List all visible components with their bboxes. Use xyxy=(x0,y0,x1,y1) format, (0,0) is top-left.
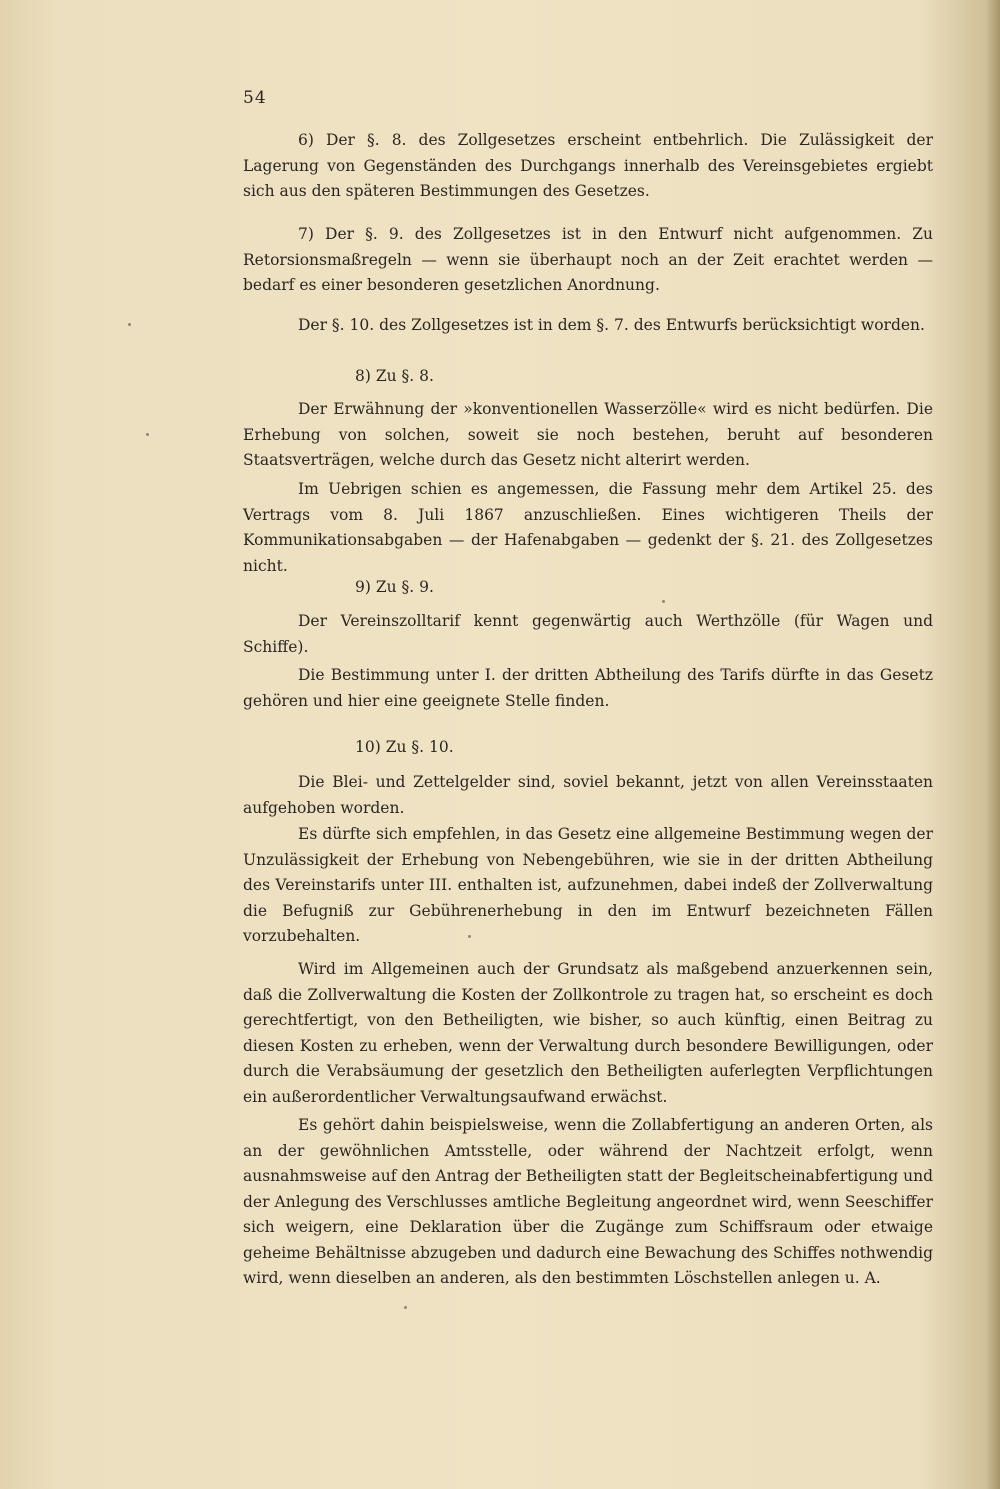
heading-10: 10) Zu §. 10. xyxy=(355,738,454,756)
heading-8: 8) Zu §. 8. xyxy=(355,367,434,385)
paragraph-9a: Der Vereinszolltarif kennt gegenwärtig auch Werthzölle (für Wagen und Schiffe). xyxy=(243,612,933,656)
paper-speck xyxy=(146,433,149,436)
paper-speck xyxy=(662,600,665,603)
paper-speck xyxy=(128,323,131,326)
paragraph-10a: Die Blei- und Zettelgelder sind, soviel bekannt, jetzt von allen Vereinsstaaten aufgehoben worden. xyxy=(243,773,933,817)
paragraph-9b: Die Bestimmung unter I. der dritten Abtheilung des Tarifs dürfte in das Gesetz gehören und hier eine geeignete Stelle finden. xyxy=(243,666,933,710)
page-edge-shadow xyxy=(986,0,1000,1489)
paragraph-8a: Der Erwähnung der »konventionellen Wasserzölle« wird es nicht bedürfen. Die Erhebung von solchen, soweit sie noch bestehen, beruht auf besonderen Staatsverträgen, welche durch das Gesetz nicht alterirt werden. xyxy=(243,400,933,469)
paragraph-8b: Im Uebrigen schien es angemessen, die Fassung mehr dem Artikel 25. des Vertrags vom 8. Juli 1867 anzuschließen. Eines wichtigeren Theils der Kommunikationsabgaben — der Hafenabgaben — gedenkt der §. 21. des Zollgesetzes nicht. xyxy=(243,480,933,575)
paragraph-10b: Es dürfte sich empfehlen, in das Gesetz eine allgemeine Bestimmung wegen der Unzulässigkeit der Erhebung von Nebengebühren, wie sie in der dritten Abtheilung des Vereinstarifs unter III. enthalten ist, aufzunehmen, dabei indeß der Zollverwaltung die Befugniß zur Gebührenerhebung in den im Entwurf bezeichneten Fällen vorzubehalten. xyxy=(243,825,933,945)
paragraph-10d: Es gehört dahin beispielsweise, wenn die Zollabfertigung an anderen Orten, als an der gewöhnlichen Amtsstelle, oder während der Nachtzeit erfolgt, wenn ausnahmsweise auf den Antrag der Betheiligten statt der Begleitscheinabfertigung und der Anlegung des Verschlusses amtliche Begleitung angeordnet wird, wenn Seeschiffer sich weigern, eine Deklaration über die Zugänge zum Schiffsraum oder etwaige geheime Behältnisse abzugeben und dadurch eine Bewachung des Schiffes nothwendig wird, wenn dieselben an anderen, als den bestimmten Löschstellen anlegen u. A. xyxy=(243,1116,934,1287)
paragraph-6: 6) Der §. 8. des Zollgesetzes erscheint entbehrlich. Die Zulässigkeit der Lagerung von Gegenständen des Durchgangs innerhalb des Vereinsgebietes ergiebt sich aus den späteren Bestimmungen des Gesetzes. xyxy=(243,131,933,200)
paper-speck xyxy=(404,1306,407,1309)
paragraph-10c: Wird im Allgemeinen auch der Grundsatz als maßgebend anzuerkennen sein, daß die Zollverwaltung die Kosten der Zollkontrole zu tragen hat, so erscheint es doch gerechtfertigt, von den Betheiligten, wie bisher, so auch künftig, einen Beitrag zu diesen Kosten zu erheben, wenn der Verwaltung durch besondere Bewilligungen, oder durch die Verabsäumung der gesetzlich den Betheiligten auferlegten Verpflichtungen ein außerordentlicher Verwaltungsaufwand erwächst. xyxy=(243,960,933,1106)
paragraph-7b: Der §. 10. des Zollgesetzes ist in dem §. 7. des Entwurfs berücksichtigt worden. xyxy=(298,316,925,334)
paragraph-7: 7) Der §. 9. des Zollgesetzes ist in den Entwurf nicht aufgenommen. Zu Retorsionsmaßregeln — wenn sie überhaupt noch an der Zeit erachtet werden — bedarf es einer besonderen gesetzlichen Anordnung. xyxy=(243,225,933,294)
paper-speck xyxy=(468,935,471,938)
heading-9: 9) Zu §. 9. xyxy=(355,578,434,596)
page-number: 54 xyxy=(243,88,267,108)
